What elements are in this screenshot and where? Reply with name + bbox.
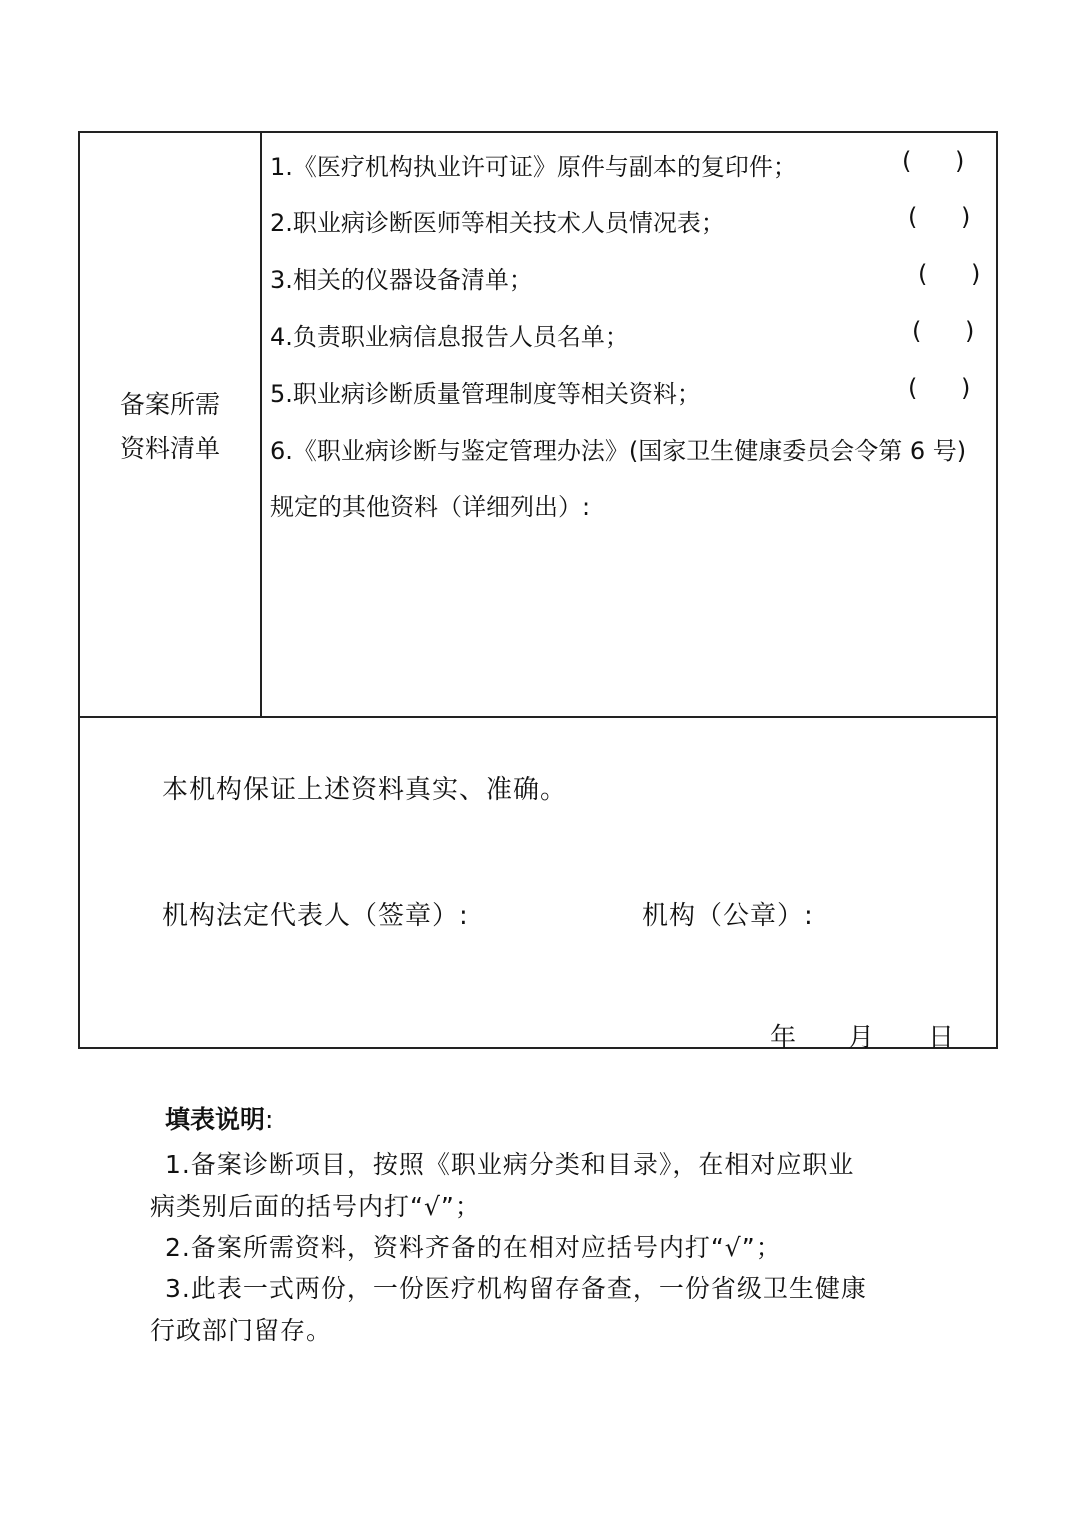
material-item-4: 4.负责职业病信息报告人员名单； [270,323,629,351]
checkbox-item-5[interactable]: ( ) [908,374,989,402]
filing-form-table [78,131,999,1053]
label-line-2: 资料清单 [119,434,220,463]
instructions-title-colon: : [265,1105,274,1134]
material-item-6: 6.《职业病诊断与鉴定管理办法》(国家卫生健康委员会令第 6 号) [270,437,967,465]
checkbox-item-2[interactable]: ( ) [908,203,989,231]
date-month: 月 [848,1023,875,1053]
label-line-1: 备案所需 [119,390,220,419]
guarantee-statement: 本机构保证上述资料真实、准确。 [162,775,568,805]
material-item-5: 5.职业病诊断质量管理制度等相关资料； [270,380,701,408]
material-item-3: 3.相关的仪器设备清单； [270,266,533,294]
date-day: 日 [928,1023,955,1053]
instruction-3-cont: 行政部门留存。 [150,1316,333,1345]
representative-signature-label: 机构法定代表人（签章）: [162,901,469,931]
instruction-1-cont: 病类别后面的括号内打“√”； [150,1192,481,1221]
checkbox-item-4[interactable]: ( ) [912,317,993,345]
instruction-1: 1.备案诊断项目，按照《职业病分类和目录》，在相对应职业 [165,1150,855,1179]
date-year: 年 [770,1023,797,1053]
instructions-title [165,1100,273,1136]
instructions-title-text: 填表说明 [165,1105,266,1134]
required-materials-label [80,383,260,471]
checkbox-item-1[interactable]: ( ) [902,147,983,175]
column-divider [260,133,262,716]
organization-seal-label: 机构（公章）: [642,901,814,931]
instruction-2: 2.备案所需资料，资料齐备的在相对应括号内打“√”； [165,1233,782,1262]
checkbox-item-3[interactable]: ( ) [918,260,999,288]
instruction-3: 3.此表一式两份，一份医疗机构留存备查，一份省级卫生健康 [165,1274,867,1303]
material-item-1: 1.《医疗机构执业许可证》原件与副本的复印件； [270,153,797,181]
material-item-6-cont: 规定的其他资料（详细列出）: [270,493,591,521]
material-item-2: 2.职业病诊断医师等相关技术人员情况表； [270,209,725,237]
row-divider [80,716,996,718]
